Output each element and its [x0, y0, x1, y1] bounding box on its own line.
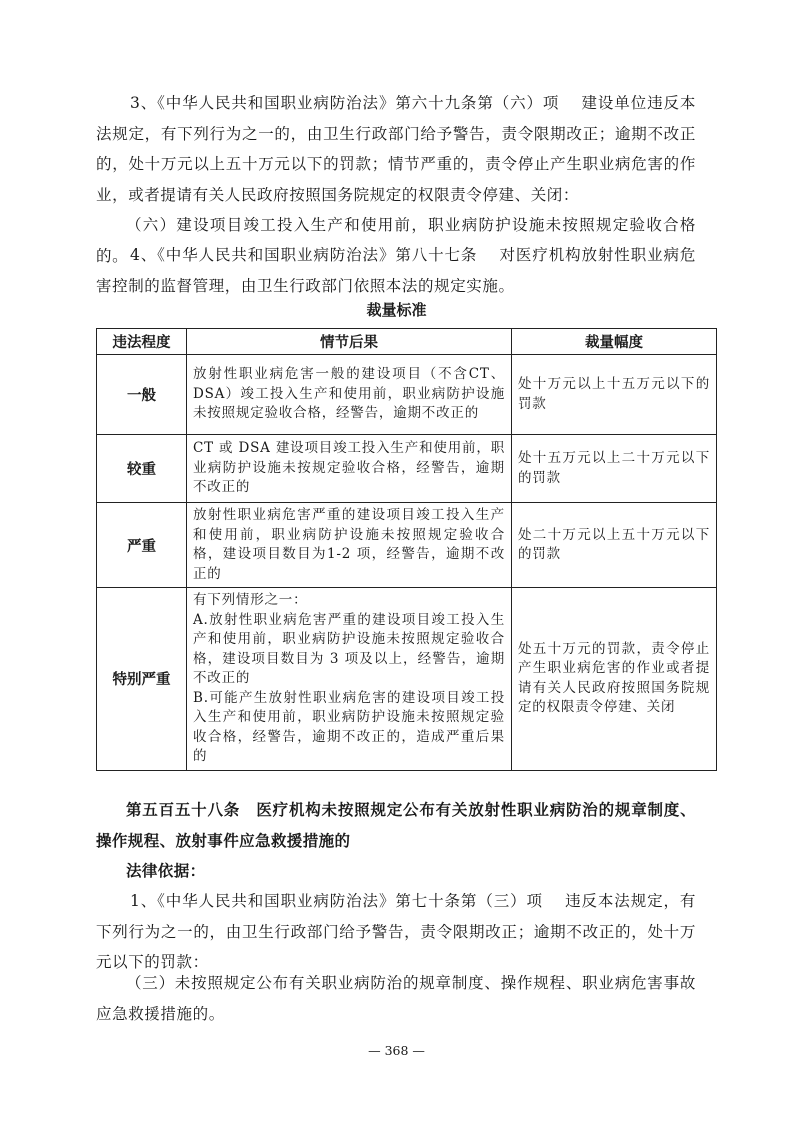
degree-cell: 特别严重 [97, 588, 187, 771]
penalty-cell: 处五十万元的罚款，责令停止产生职业病危害的作业或者提请有关人民政府按照国务院规定的权限责令停建、关闭 [512, 588, 717, 771]
condition-item-b: B.可能产生放射性职业病危害的建设项目竣工投入生产和使用前，职业病防护设施未按照规定验收合格，经警告，逾期不改正的，造成严重后果的 [193, 689, 505, 764]
paragraph-item-6: （六）建设项目竣工投入生产和使用前，职业病防护设施未按照规定验收合格的。 [96, 216, 696, 265]
condition-cell: 放射性职业病危害严重的建设项目竣工投入生产和使用前，职业病防护设施未按照规定验收合格，建设项目数目为1-2 项，经警告，逾期不改正的 [187, 503, 512, 588]
table-row [97, 355, 717, 435]
penalty-cell: 处十万元以上十五万元以下的罚款 [512, 355, 717, 435]
table-title: 裁量标准 [366, 301, 427, 319]
condition-cell: CT 或 DSA 建设项目竣工投入生产和使用前，职业病防护设施未按规定验收合格，经警告，逾期不改正的 [187, 435, 512, 503]
condition-item-a: A.放射性职业病危害严重的建设项目竣工投入生产和使用前，职业病防护设施未按照规定验收合格，建设项目数目为 3 项及以上，经警告，逾期不改正的 [193, 611, 505, 686]
article-heading: 第五百五十八条 医疗机构未按照规定公布有关放射性职业病防治的规章制度、操作规程、放射事件应急救援措施的 [96, 801, 696, 850]
paragraph-law-70: 1、《中华人民共和国职业病防治法》第七十条第（三）项 违反本法规定，有下列行为之一的，由卫生行政部门给予警告，责令限期改正；逾期不改正的，处十万元以下的罚款： [96, 892, 696, 971]
table-row [97, 435, 717, 503]
table-header-row [97, 329, 717, 355]
paragraph-law-69: 3、《中华人民共和国职业病防治法》第六十九条第（六）项 建设单位违反本法规定，有下列行为之一的，由卫生行政部门给予警告，责令限期改正；逾期不改正的，处十万元以上五十万元以下的罚款；情节严重的，责令停止产生职业病危害的作业，或者提请有关人民政府按照国务院规定的权限责令停建、关闭： [96, 94, 696, 204]
penalty-cell: 处二十万元以上五十万元以下的罚款 [512, 503, 717, 588]
table-row [97, 588, 717, 771]
paragraph-law-87: 4、《中华人民共和国职业病防治法》第八十七条 对医疗机构放射性职业病危害控制的监督管理，由卫生行政部门依照本法的规定实施。 [96, 246, 696, 295]
header-penalty: 裁量幅度 [512, 329, 717, 355]
header-condition: 情节后果 [187, 329, 512, 355]
degree-cell: 严重 [97, 503, 187, 588]
header-degree: 违法程度 [97, 329, 187, 355]
table-row [97, 503, 717, 588]
condition-cell [187, 588, 512, 771]
degree-cell: 一般 [97, 355, 187, 435]
penalty-cell: 处十五万元以上二十万元以下的罚款 [512, 435, 717, 503]
legal-basis-label: 法律依据： [126, 862, 206, 880]
condition-cell: 放射性职业病危害一般的建设项目（不含CT、DSA）竣工投入生产和使用前，职业病防护设施未按照规定验收合格，经警告，逾期不改正的 [187, 355, 512, 435]
discretion-standard-table [96, 328, 717, 771]
paragraph-item-3: （三）未按照规定公布有关职业病防治的规章制度、操作规程、职业病危害事故应急救援措施的。 [96, 974, 696, 1023]
page-number: — 368 — [368, 1043, 425, 1058]
condition-intro: 有下列情形之一： [193, 592, 308, 608]
degree-cell: 较重 [97, 435, 187, 503]
